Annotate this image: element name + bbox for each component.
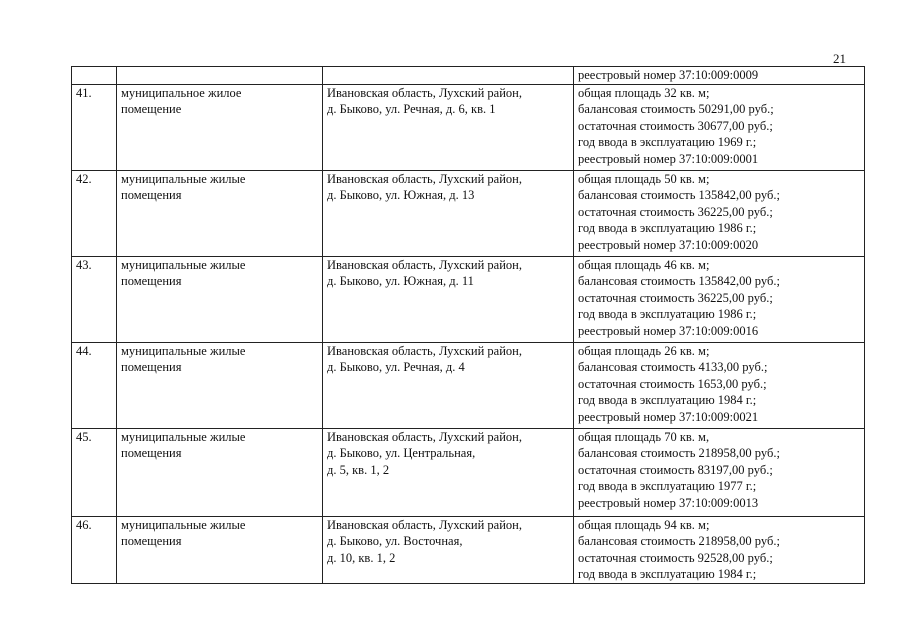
- name-line: помещения: [121, 360, 182, 375]
- cell-description: [574, 256, 865, 342]
- address-line: д. Быково, ул. Южная, д. 11: [327, 274, 474, 289]
- cell-address: [323, 67, 574, 85]
- description-line: год ввода в эксплуатацию 1984 г.;: [578, 393, 757, 408]
- description-line: год ввода в эксплуатацию 1986 г.;: [578, 221, 757, 236]
- name-line: помещение: [121, 102, 182, 117]
- address-line: Ивановская область, Лухский район,: [327, 343, 522, 358]
- description-line: общая площадь 94 кв. м;: [578, 517, 710, 532]
- description-line: реестровый номер 37:10:009:0009: [578, 68, 759, 82]
- description-line: остаточная стоимость 30677,00 руб.;: [578, 118, 773, 133]
- row-number: 41.: [76, 85, 92, 100]
- description-line: общая площадь 50 кв. м;: [578, 171, 710, 186]
- cell-name: [117, 342, 323, 428]
- name-line: муниципальное жилое: [121, 85, 242, 100]
- cell-number: [72, 84, 117, 170]
- address-line: д. Быково, ул. Речная, д. 4: [327, 360, 465, 375]
- table-row: [72, 256, 865, 342]
- description-line: балансовая стоимость 135842,00 руб.;: [578, 274, 780, 289]
- cell-description: [574, 84, 865, 170]
- name-line: помещения: [121, 274, 182, 289]
- address-line: д. 5, кв. 1, 2: [327, 462, 390, 477]
- cell-name: [117, 428, 323, 516]
- cell-number: [72, 67, 117, 85]
- name-line: муниципальные жилые: [121, 343, 246, 358]
- address-line: д. Быково, ул. Южная, д. 13: [327, 188, 475, 203]
- cell-name: [117, 67, 323, 85]
- cell-name: [117, 516, 323, 583]
- description-line: остаточная стоимость 36225,00 руб.;: [578, 204, 773, 219]
- cell-name: [117, 170, 323, 256]
- registry-body: [72, 67, 865, 584]
- cell-description: [574, 516, 865, 583]
- table-row: [72, 428, 865, 516]
- description-line: балансовая стоимость 135842,00 руб.;: [578, 188, 780, 203]
- name-line: муниципальные жилые: [121, 429, 246, 444]
- description-line: год ввода в эксплуатацию 1969 г.;: [578, 135, 757, 150]
- description-line: балансовая стоимость 218958,00 руб.;: [578, 534, 780, 549]
- cell-address: [323, 256, 574, 342]
- address-line: д. Быково, ул. Речная, д. 6, кв. 1: [327, 102, 496, 117]
- page-number: 21: [833, 51, 846, 66]
- cell-name: [117, 256, 323, 342]
- cell-address: [323, 84, 574, 170]
- cell-address: [323, 342, 574, 428]
- address-line: д. 10, кв. 1, 2: [327, 550, 396, 565]
- name-line: помещения: [121, 446, 182, 461]
- description-line: остаточная стоимость 92528,00 руб.;: [578, 550, 773, 565]
- cell-description: [574, 170, 865, 256]
- address-line: Ивановская область, Лухский район,: [327, 517, 522, 532]
- name-line: муниципальные жилые: [121, 171, 246, 186]
- table-row: [72, 84, 865, 170]
- table-row: [72, 516, 865, 583]
- cell-address: [323, 170, 574, 256]
- table-row: [72, 170, 865, 256]
- description-line: общая площадь 70 кв. м,: [578, 429, 710, 444]
- row-number: 44.: [76, 343, 92, 358]
- description-line: год ввода в эксплуатацию 1984 г.;: [578, 567, 757, 582]
- row-number: 45.: [76, 429, 92, 444]
- cell-number: [72, 428, 117, 516]
- cell-address: [323, 428, 574, 516]
- address-line: д. Быково, ул. Центральная,: [327, 446, 476, 461]
- address-line: д. Быково, ул. Восточная,: [327, 534, 463, 549]
- description-line: реестровый номер 37:10:009:0021: [578, 409, 759, 424]
- name-line: помещения: [121, 534, 182, 549]
- name-line: помещения: [121, 188, 182, 203]
- property-registry-table: [71, 66, 865, 584]
- cell-number: [72, 170, 117, 256]
- row-number: 46.: [76, 517, 92, 532]
- description-line: балансовая стоимость 218958,00 руб.;: [578, 446, 780, 461]
- cell-name: [117, 84, 323, 170]
- table-row: [72, 342, 865, 428]
- address-line: Ивановская область, Лухский район,: [327, 429, 522, 444]
- cell-number: [72, 256, 117, 342]
- description-line: балансовая стоимость 50291,00 руб.;: [578, 102, 774, 117]
- description-line: остаточная стоимость 36225,00 руб.;: [578, 290, 773, 305]
- address-line: Ивановская область, Лухский район,: [327, 171, 522, 186]
- cell-description: [574, 428, 865, 516]
- description-line: реестровый номер 37:10:009:0016: [578, 323, 759, 338]
- description-line: общая площадь 32 кв. м;: [578, 85, 710, 100]
- description-line: реестровый номер 37:10:009:0013: [578, 495, 759, 510]
- description-line: балансовая стоимость 4133,00 руб.;: [578, 360, 768, 375]
- description-line: общая площадь 46 кв. м;: [578, 257, 710, 272]
- continuation-row: [72, 67, 865, 85]
- address-line: Ивановская область, Лухский район,: [327, 85, 522, 100]
- description-line: год ввода в эксплуатацию 1977 г.;: [578, 479, 757, 494]
- description-line: остаточная стоимость 83197,00 руб.;: [578, 462, 773, 477]
- row-number: 43.: [76, 257, 92, 272]
- cell-address: [323, 516, 574, 583]
- cell-number: [72, 516, 117, 583]
- description-line: остаточная стоимость 1653,00 руб.;: [578, 376, 767, 391]
- name-line: муниципальные жилые: [121, 257, 246, 272]
- address-line: Ивановская область, Лухский район,: [327, 257, 522, 272]
- description-line: реестровый номер 37:10:009:0001: [578, 151, 759, 166]
- description-line: год ввода в эксплуатацию 1986 г.;: [578, 307, 757, 322]
- cell-description: [574, 67, 865, 85]
- description-line: реестровый номер 37:10:009:0020: [578, 237, 759, 252]
- cell-number: [72, 342, 117, 428]
- row-number: 42.: [76, 171, 92, 186]
- cell-description: [574, 342, 865, 428]
- description-line: общая площадь 26 кв. м;: [578, 343, 710, 358]
- name-line: муниципальные жилые: [121, 517, 246, 532]
